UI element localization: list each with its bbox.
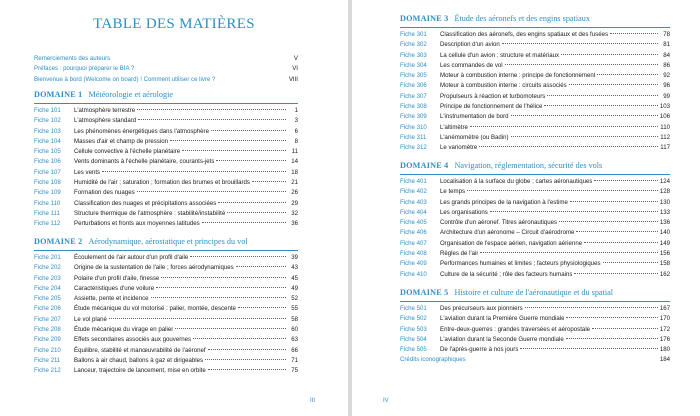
fiche-code: Fiche 110 [34, 199, 61, 207]
fiche-code: Fiche 301 [400, 31, 427, 38]
toc-entry[interactable] [400, 143, 670, 153]
leader-dots [594, 180, 657, 181]
toc-entry[interactable] [400, 325, 670, 335]
fiche-label: Le temps [440, 188, 466, 196]
fiche-label: Écoulement de l'air autour d'un profil d'aile [74, 254, 189, 261]
toc-entry[interactable] [400, 228, 670, 238]
leader-dots [547, 95, 658, 96]
toc-entry[interactable] [400, 92, 670, 102]
fiche-page: 39 [291, 254, 298, 261]
domain-title: Météorologie et aérologie [88, 90, 174, 99]
fiche-page: 3 [294, 117, 298, 125]
domain-section [34, 90, 298, 230]
fiche-label: L'atmosphère standard [74, 117, 137, 125]
toc-entry[interactable] [400, 345, 670, 355]
fiche-page: 110 [660, 123, 670, 131]
leader-dots [138, 119, 286, 120]
fiche-label: Cellule convective à l'échelle planétaire [74, 148, 181, 156]
toc-entry[interactable] [400, 187, 670, 197]
fiche-page: 180 [659, 346, 670, 354]
fiche-code: Fiche 207 [34, 315, 61, 323]
fiche-page: 117 [660, 144, 670, 152]
leader-dots [479, 146, 658, 147]
toc-entry[interactable] [34, 147, 298, 157]
fiche-label: Perturbations et fronts aux moyennes latitudes [74, 220, 200, 228]
domain-title: Étude des aéronefs et des engins spatiaux [454, 14, 590, 23]
toc-entry[interactable] [34, 157, 298, 167]
fiche-code: Fiche 106 [34, 158, 61, 166]
fiche-label: Organisation de l'espace aérien, navigation aérienne [440, 239, 583, 247]
leader-dots [156, 287, 286, 288]
fiche-label: L'altimètre [440, 123, 468, 131]
toc-entry[interactable] [400, 112, 670, 122]
fiche-page: 29 [291, 199, 298, 207]
fiche-page: 136 [659, 219, 670, 227]
fiche-page: 36 [291, 220, 298, 228]
toc-entry[interactable] [400, 51, 670, 61]
leader-dots [511, 136, 658, 137]
fiche-code: Fiche 304 [400, 61, 427, 69]
fiche-page: 128 [659, 188, 670, 196]
toc-entry[interactable] [34, 178, 298, 188]
fiche-label: Les grands principes de la navigation à l'estime [440, 198, 568, 206]
fiche-page: 167 [659, 305, 670, 312]
intro-page: V [293, 55, 298, 62]
fiche-label: Les phénomènes énergétiques dans l'atmosphère [74, 127, 209, 135]
toc-entry[interactable] [34, 366, 298, 376]
domain-rule [34, 103, 298, 104]
fiche-code: Fiche 405 [400, 219, 427, 227]
toc-entry[interactable] [34, 346, 298, 356]
fiche-page: 92 [663, 72, 670, 80]
fiche-code: Fiche 409 [400, 260, 427, 268]
toc-entry[interactable] [34, 106, 298, 116]
leader-dots [569, 84, 658, 85]
fiche-page: 149 [659, 239, 670, 247]
intro-page: VI [292, 65, 298, 73]
fiche-label: Structure thermique de l'atmosphère : stabilité/instabilité [74, 209, 226, 217]
fiche-page: 58 [291, 315, 298, 323]
domain-number: DOMAINE 5 [400, 288, 449, 297]
toc-entry[interactable] [400, 304, 670, 314]
toc-entry[interactable] [34, 284, 298, 294]
fiche-code: Fiche 108 [34, 179, 61, 187]
intro-label: Bienvenue à bord (Welcome on board) ! Comment utiliser ce livre ? [34, 75, 216, 83]
toc-entry[interactable] [34, 253, 298, 263]
fiche-code: Fiche 211 [34, 356, 61, 364]
leader-dots [566, 338, 658, 339]
toc-entry[interactable] [400, 239, 670, 249]
leader-dots [236, 266, 286, 267]
leader-dots [603, 262, 658, 263]
fiche-label: Moteur à combustion interne : circuits associés [440, 82, 567, 90]
leader-dots [505, 64, 658, 65]
fiche-label: Les commandes de vol [440, 61, 503, 69]
fiche-page: 170 [659, 315, 670, 323]
fiche-code: Fiche 104 [34, 137, 61, 145]
fiche-page: 55 [291, 305, 298, 313]
toc-entry[interactable] [400, 314, 670, 324]
domain-section [400, 161, 670, 280]
leader-dots [470, 126, 658, 127]
fiche-page: 63 [291, 336, 298, 344]
fiche-page: 8 [294, 137, 298, 145]
leader-dots [576, 231, 657, 232]
fiche-label: L'aviation durant la Seconde Guerre mondiale [440, 335, 564, 343]
leader-dots [151, 297, 286, 298]
fiche-code: Fiche 306 [400, 82, 427, 90]
fiche-page: 112 [660, 133, 670, 141]
fiche-label: Description d'un avion [440, 41, 500, 49]
toc-entry[interactable] [34, 304, 298, 314]
toc-entry[interactable] [400, 218, 670, 228]
toc-entry[interactable] [400, 198, 670, 208]
toc-entry[interactable] [400, 249, 670, 259]
fiche-page: 162 [659, 270, 670, 278]
leader-dots [202, 222, 286, 223]
fiche-code: Fiche 302 [400, 41, 427, 49]
fiche-label: Masses d'air et champ de pression [74, 137, 168, 145]
domain-section [34, 237, 298, 377]
fiche-code: Fiche 205 [34, 295, 61, 303]
fiche-label: Caractéristiques d'une voilure [74, 284, 155, 292]
fiche-label: Culture de la sécurité ; rôle des facteurs humains [440, 270, 573, 278]
fiche-code: Fiche 504 [400, 335, 427, 343]
fiche-label: Formation des nuages [74, 189, 135, 197]
domain-header [400, 14, 670, 26]
domain-rule [400, 301, 670, 302]
leader-dots [238, 307, 286, 308]
toc-entry[interactable] [400, 30, 670, 40]
fiche-label: L'aviation durant la Première Guerre mondiale [440, 315, 565, 323]
fiche-code: Fiche 407 [400, 239, 427, 247]
fiche-label: Des précurseurs aux pionniers [440, 305, 523, 312]
fiche-label: Équilibre, stabilité et manœuvrabilité de l'aéronef [74, 346, 206, 354]
fiche-page: 124 [659, 178, 670, 185]
toc-entry[interactable] [34, 325, 298, 335]
leader-dots [182, 150, 286, 151]
fiche-label: Classification des aéronefs, des engins spatiaux et des fusées [440, 31, 609, 38]
leader-dots [252, 181, 286, 182]
fiche-code: Fiche 103 [34, 127, 61, 135]
fiche-page: 66 [291, 346, 298, 354]
toc-entry[interactable] [400, 270, 670, 280]
fiche-code: Fiche 308 [400, 103, 427, 111]
fiche-label: Localisation à la surface du globe ; cartes aéronautiques [440, 178, 593, 185]
fiche-code: Fiche 410 [400, 270, 427, 278]
fiche-code: Fiche 311 [400, 133, 427, 141]
fiche-page: 172 [659, 325, 670, 333]
leader-dots [584, 242, 658, 243]
fiche-code: Fiche 305 [400, 72, 427, 80]
fiche-code: Fiche 406 [400, 229, 427, 237]
fiche-page: 81 [663, 41, 670, 49]
folio-left: III [310, 398, 316, 404]
leader-dots [597, 74, 658, 75]
fiche-page: 84 [663, 51, 670, 59]
fiche-code: Fiche 502 [400, 315, 427, 323]
fiche-code: Fiche 204 [34, 284, 61, 292]
fiche-code: Fiche 404 [400, 208, 427, 216]
leader-dots [480, 252, 657, 253]
fiche-code: Fiche 401 [400, 178, 427, 185]
fiche-label: Ballons à air chaud, ballons à gaz et dirigeables [74, 356, 204, 364]
fiche-label: Le vol plané [74, 315, 107, 323]
fiche-code: Fiche 501 [400, 305, 427, 312]
fiche-label: Les organisations [440, 208, 488, 216]
fiche-page: 60 [291, 326, 298, 334]
fiche-label: Architecture d'un aéronome – Circuit d'aérodrome [440, 229, 575, 237]
domain-section [400, 288, 670, 355]
toc-entry[interactable] [400, 133, 670, 143]
fiche-code: Fiche 505 [400, 346, 427, 354]
leader-dots [570, 201, 658, 202]
toc-entry[interactable] [34, 294, 298, 304]
fiche-label: L'anémomètre (ou Badin) [440, 133, 509, 141]
leader-dots [467, 190, 658, 191]
domain-title: Navigation, réglementation, sécurité des vols [454, 161, 603, 170]
fiche-page: 99 [663, 92, 670, 100]
toc-entry[interactable] [400, 335, 670, 345]
toc-entry[interactable] [400, 40, 670, 50]
fiche-code: Fiche 202 [34, 264, 61, 272]
leader-dots [208, 349, 286, 350]
credits-row[interactable] [400, 356, 670, 363]
fiche-label: Règles de l'air [440, 250, 479, 258]
toc-entry[interactable] [34, 116, 298, 126]
domain-header [34, 237, 298, 249]
fiche-code: Fiche 111 [34, 209, 60, 217]
toc-entry[interactable] [34, 315, 298, 325]
leader-dots [208, 369, 286, 370]
fiche-label: Assiette, pente et incidence [74, 295, 149, 303]
intro-page: VIII [288, 75, 298, 83]
fiche-page: 21 [291, 179, 298, 187]
leader-dots [544, 105, 657, 106]
fiche-code: Fiche 310 [400, 123, 427, 131]
fiche-page: 78 [663, 31, 670, 38]
fiche-code: Fiche 312 [400, 144, 427, 152]
fiche-code: Fiche 503 [400, 325, 427, 333]
toc-entry[interactable] [34, 335, 298, 345]
leader-dots [490, 211, 658, 212]
leader-dots [227, 212, 286, 213]
fiche-label: Entre-deux-guerres : grandes traversées et aéropostale [440, 325, 591, 333]
leader-dots [216, 160, 286, 161]
domain-number: DOMAINE 4 [400, 161, 449, 170]
fiche-label: L'instrumentation de bord [440, 113, 509, 121]
fiche-label: De l'après-guerre à nos jours [440, 346, 519, 354]
fiche-page: 6 [294, 127, 298, 135]
fiche-code: Fiche 109 [34, 189, 61, 197]
fiche-code: Fiche 210 [34, 346, 61, 354]
leader-dots [525, 307, 658, 308]
fiche-page: 75 [291, 367, 298, 375]
credits-label: Crédits iconographiques [400, 356, 466, 363]
leader-dots [109, 318, 286, 319]
domain-header [34, 90, 298, 102]
domain-section [400, 14, 670, 154]
toc-entry[interactable] [400, 81, 670, 91]
leader-dots [559, 221, 658, 222]
fiche-label: Humidité de l'air ; saturation ; formation des brumes et brouillards [74, 179, 250, 187]
leader-dots [175, 328, 286, 329]
fiche-page: 49 [291, 284, 298, 292]
leader-dots [205, 359, 286, 360]
leader-dots [592, 328, 658, 329]
fiche-code: Fiche 303 [400, 51, 427, 59]
leader-dots [610, 33, 658, 34]
fiche-label: Le variomètre [440, 144, 478, 152]
leader-dots [561, 54, 658, 55]
domain-rule [400, 174, 670, 175]
toc-entry[interactable] [34, 199, 298, 209]
leader-dots [566, 317, 657, 318]
fiche-code: Fiche 209 [34, 336, 61, 344]
fiche-page: 156 [659, 250, 670, 258]
fiche-label: Performances humaines et limites ; facteurs physiologiques [440, 260, 601, 268]
fiche-label: Principe de fonctionnement de l'hélice [440, 103, 543, 111]
fiche-label: Polaire d'un profil d'aile, finesse [74, 274, 160, 282]
fiche-label: Les vents [74, 168, 101, 176]
fiche-page: 86 [663, 61, 670, 69]
toc-title: TABLE DES MATIÈRES [93, 16, 255, 32]
toc-entry[interactable] [34, 168, 298, 178]
credits-page: 184 [659, 356, 670, 363]
domain-title: Histoire et culture de l'aéronautique et du spatial [454, 288, 614, 297]
fiche-page: 106 [659, 113, 670, 121]
fiche-code: Fiche 101 [34, 107, 61, 114]
toc-entry[interactable] [34, 137, 298, 147]
fiche-code: Fiche 212 [34, 367, 61, 375]
fiche-page: 140 [659, 229, 670, 237]
leader-dots [170, 140, 286, 141]
fiche-page: 14 [291, 158, 298, 166]
fiche-code: Fiche 203 [34, 274, 61, 282]
domain-number: DOMAINE 1 [34, 90, 83, 99]
leader-dots [520, 348, 657, 349]
domain-rule [34, 250, 298, 251]
intro-item[interactable] [34, 54, 298, 64]
fiche-label: Vents dominants à l'échelle planétaire, courants-jets [74, 158, 215, 166]
toc-entry[interactable] [400, 177, 670, 187]
fiche-label: Contrôle d'un aéronef. Titres aéronautiques [440, 219, 558, 227]
toc-entry[interactable] [400, 208, 670, 218]
toc-entry[interactable] [400, 259, 670, 269]
fiche-page: 11 [291, 148, 298, 156]
fiche-code: Fiche 206 [34, 305, 61, 313]
leader-dots [218, 202, 286, 203]
fiche-label: Propulseurs à réaction et turbomoteurs [440, 92, 546, 100]
domain-header [400, 161, 670, 173]
fiche-page: 45 [291, 274, 298, 282]
toc-entry[interactable] [400, 102, 670, 112]
fiche-page: 32 [291, 209, 298, 217]
fiche-label: La cellule d'un avion : structure et matériaux [440, 51, 560, 59]
leader-dots [137, 109, 286, 110]
toc-entry[interactable] [400, 123, 670, 133]
leader-dots [193, 338, 286, 339]
leader-dots [574, 273, 657, 274]
fiche-label: Lanceur, trajectoire de lancement, mise en orbite [74, 367, 206, 375]
fiche-label: Classification des nuages et précipitations associées [74, 199, 217, 207]
toc-entry[interactable] [34, 356, 298, 366]
fiche-label: Étude mécanique du virage en palier [74, 326, 174, 334]
toc-entry[interactable] [34, 263, 298, 273]
leader-dots [211, 130, 286, 131]
fiche-code: Fiche 102 [34, 117, 61, 125]
intro-item[interactable] [34, 64, 298, 74]
fiche-page: 43 [291, 264, 298, 272]
intro-item[interactable] [34, 75, 298, 85]
domain-rule [400, 27, 670, 28]
fiche-code: Fiche 208 [34, 326, 61, 334]
fiche-page: 71 [291, 356, 298, 364]
fiche-page: 158 [659, 260, 670, 268]
intro-label: Préfaces : pourquoi préparer le BIA ? [34, 65, 135, 73]
folio-right: IV [383, 398, 389, 404]
toc-entry[interactable] [34, 219, 298, 229]
fiche-code: Fiche 408 [400, 250, 427, 258]
fiche-code: Fiche 403 [400, 198, 427, 206]
fiche-page: 130 [659, 198, 670, 206]
domain-title: Aérodynamique, aérostatique et principes du vol [88, 237, 248, 246]
fiche-code: Fiche 201 [34, 254, 61, 261]
domain-header [400, 288, 670, 300]
fiche-page: 1 [294, 107, 298, 114]
leader-dots [511, 115, 658, 116]
leader-dots [190, 256, 286, 257]
fiche-page: 133 [659, 208, 670, 216]
fiche-label: L'atmosphère terrestre [74, 107, 136, 114]
fiche-label: Effets secondaires associés aux gouvernes [74, 336, 192, 344]
intro-list [34, 54, 298, 85]
fiche-page: 176 [659, 335, 670, 343]
toc-entry[interactable] [400, 71, 670, 81]
toc-entry[interactable] [400, 61, 670, 71]
fiche-label: Étude mécanique du vol motorisé : palier, montée, descente [74, 305, 236, 313]
fiche-label: Origine de la sustentation de l'aile ; forces aérodynamiques [74, 264, 234, 272]
leader-dots [137, 191, 286, 192]
fiche-label: Moteur à combustion interne : principe de fonctionnement [440, 72, 596, 80]
fiche-code: Fiche 112 [34, 220, 61, 228]
intro-label: Remerciements des auteurs [34, 55, 111, 62]
fiche-code: Fiche 402 [400, 188, 427, 196]
fiche-code: Fiche 309 [400, 113, 427, 121]
fiche-code: Fiche 307 [400, 92, 427, 100]
toc-entry[interactable] [34, 209, 298, 219]
fiche-page: 18 [291, 168, 298, 176]
leader-dots [502, 43, 658, 44]
domain-number: DOMAINE 3 [400, 14, 449, 23]
fiche-page: 96 [663, 82, 670, 90]
fiche-page: 26 [291, 189, 298, 197]
fiche-code: Fiche 105 [34, 148, 61, 156]
toc-entry[interactable] [34, 127, 298, 137]
leader-dots [102, 171, 286, 172]
fiche-code: Fiche 107 [34, 168, 61, 176]
domain-number: DOMAINE 2 [34, 237, 83, 246]
leader-dots [161, 277, 286, 278]
toc-entry[interactable] [34, 188, 298, 198]
fiche-page: 103 [659, 103, 670, 111]
fiche-page: 52 [291, 295, 298, 303]
toc-entry[interactable] [34, 274, 298, 284]
